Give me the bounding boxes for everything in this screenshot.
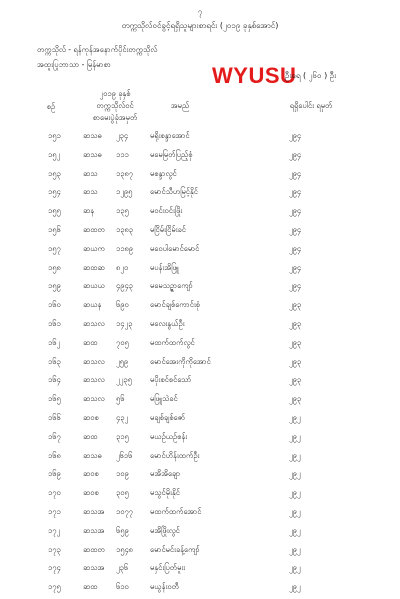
table-row [0, 411, 400, 430]
row-number: ၁၅၇ [48, 243, 61, 253]
row-score: ၂၉၃ [289, 394, 302, 404]
row-reg-prefix: ဆထ [83, 337, 98, 347]
row-number: ၁၅၉ [48, 281, 61, 291]
header-no: စဉ် [46, 102, 56, 111]
row-score: ၂၉၃ [289, 375, 302, 385]
row-reg-prefix: ဆန [83, 206, 95, 216]
row-name: မအိဖြိုးလွင် [150, 525, 180, 535]
header-name: အမည် [170, 101, 190, 110]
row-score: ၂၉၄ [289, 168, 302, 178]
row-reg-prefix: ဆသအ [83, 525, 105, 535]
row-name: မဝေပါမောင်မောင် [150, 243, 200, 253]
row-name: မောင်မင်းခန့်ကျော် [150, 544, 200, 554]
row-score: ၂၉၄ [289, 262, 302, 272]
table-row [0, 505, 400, 524]
row-score: ၂၉၃ [289, 356, 302, 366]
row-name: မအိအိချော [150, 469, 181, 479]
document-title: တက္ကသိုလ်ဝင်ခွင့်ရရှိသူများစာရင်း (၂၀၁၉ ခုနှစ်အောင်) [121, 21, 279, 30]
row-reg-number: ၂၂၃၅ [116, 375, 132, 385]
row-reg-number: ၁၁၁ [116, 149, 129, 159]
header-reg-line1: ၂၀၁၉ ခုနှစ် [99, 89, 131, 98]
row-reg-number: ၇၀၅ [116, 337, 129, 347]
row-score: ၂၉၄ [289, 149, 302, 159]
row-name: မောင်ဟိန်းထက်ဦး [150, 450, 200, 460]
table-row [0, 524, 400, 543]
row-number: ၁၆၈ [48, 450, 61, 460]
row-name: မချစ်ချစ်ဇော် [150, 412, 186, 422]
row-score: ၂၉၂ [289, 469, 301, 479]
table-row [0, 561, 400, 580]
row-name: မမေသဥ္ဇာကျော် [150, 281, 193, 291]
table-row [0, 167, 400, 186]
table-row [0, 580, 400, 599]
row-number: ၁၅၆ [48, 224, 61, 234]
row-reg-prefix: ဆသဓ [83, 450, 102, 460]
table-row [0, 336, 400, 355]
row-number: ၁၆၇ [48, 431, 61, 441]
table-row [0, 204, 400, 223]
row-score: ၂၉၂ [289, 488, 301, 498]
row-reg-prefix: ဆထတ [83, 224, 105, 234]
row-number: ၁၅၃ [48, 168, 61, 178]
row-reg-number: ၂၃၄ [116, 131, 129, 140]
row-reg-number: ၈၂၀ [116, 262, 129, 272]
row-number: ၁၆၂ [48, 337, 61, 347]
header-reg [86, 88, 144, 124]
row-reg-prefix: ဆသ [83, 168, 98, 178]
row-reg-number: ၁၄၂၃ [116, 318, 133, 328]
row-score: ၂၉၃ [289, 337, 302, 347]
row-score: ၂၉၂ [289, 563, 301, 573]
table-row [0, 486, 400, 505]
row-number: ၁၆၆ [48, 412, 61, 422]
row-reg-prefix: ဆသဓ [83, 131, 102, 140]
student-count: ဦးရေ ( ၂၆၀ ) ဦး [285, 71, 337, 80]
row-reg-number: ၃၀၅ [116, 488, 129, 498]
row-reg-prefix: ဆသအ [83, 506, 105, 516]
row-score: ၂၉၃ [289, 318, 302, 328]
row-name: မောင်သီဟမြင့်နိုင် [150, 187, 198, 197]
table-row [0, 467, 400, 486]
table-row [0, 279, 400, 298]
row-reg-number: ၃၁၅ [116, 431, 129, 441]
row-name: မလေးနွယ်ဦး [150, 318, 185, 328]
row-reg-number: ၆၁၀ [116, 582, 129, 592]
row-score: ၂၉၂ [289, 431, 301, 441]
table-row [0, 298, 400, 317]
row-number: ၁၆၃ [48, 356, 61, 366]
row-reg-prefix: ဆထတ [83, 544, 105, 554]
row-score: ၂၉၂ [289, 525, 301, 535]
row-number: ၁၆၀ [48, 300, 61, 310]
header-score: ရရှိပေါင်း ရမှတ် [289, 101, 333, 110]
row-reg-prefix: ဆဝစ [83, 469, 99, 479]
row-score: ၂၉၄ [289, 206, 302, 216]
table-row [0, 148, 400, 167]
row-score: ၂၉၄ [289, 224, 302, 234]
row-reg-prefix: ဆယယ [83, 281, 105, 291]
row-score: ၂၉၂ [289, 582, 301, 592]
header-reg-line2: တက္ကသိုလ်ဝင် [96, 101, 134, 110]
table-row [0, 449, 400, 468]
row-score: ၂၉၃ [289, 300, 302, 310]
table-row [0, 242, 400, 261]
row-reg-number: ၂၃၆ [116, 563, 129, 573]
row-reg-number: ၅၆ [116, 394, 125, 404]
row-reg-prefix: ဆထ [83, 582, 98, 592]
row-name: မသွင်မိုးနိုင် [150, 488, 180, 498]
row-name: မပိုးစင်စင်သော် [150, 375, 192, 385]
row-reg-prefix: ဆသအ [83, 563, 105, 573]
row-number: ၁၇၂ [48, 525, 61, 535]
table-row [0, 129, 400, 148]
table-row [0, 185, 400, 204]
row-name: မမေမြတ်ပြည့်စုံ [150, 149, 193, 159]
row-name: မဖြူသဲခင် [150, 394, 178, 404]
row-reg-number: ၁၂၉၅ [116, 187, 133, 197]
row-name: မထက်ထက်အောင် [150, 506, 202, 516]
row-reg-prefix: ဆဝစ [83, 488, 99, 498]
table-row [0, 373, 400, 392]
row-reg-prefix: ဆသ [83, 187, 98, 197]
row-reg-prefix: ဆသဓ [83, 149, 102, 159]
row-name: မနှင်းပြတ်မူးး [150, 563, 186, 573]
row-reg-number: ၂၅၉ [116, 356, 129, 366]
row-number: ၁၇၅ [48, 582, 61, 592]
row-name: မပန်းအိဖြူ [150, 262, 179, 272]
row-score: ၂၉၄ [289, 131, 302, 140]
row-number: ၁၇၃ [48, 544, 61, 554]
row-number: ၁၇၁ [48, 506, 61, 516]
row-score: ၂၉၂ [289, 506, 301, 516]
row-reg-number: ၁၃၈၇ [116, 168, 133, 178]
table-row [0, 317, 400, 336]
table-row [0, 430, 400, 449]
row-number: ၁၅၅ [48, 206, 61, 216]
row-reg-number: ၁၃၈၃ [116, 224, 133, 234]
row-reg-prefix: ဆဝစ [83, 412, 99, 422]
watermark-logo: WYUSU [212, 63, 297, 88]
row-reg-number: ၄၃၂ [116, 412, 129, 422]
results-table [0, 129, 400, 599]
row-reg-number: ၁၀၇၇ [116, 506, 133, 516]
row-reg-prefix: ဆထ [83, 431, 98, 441]
row-name: မယဉ်ယဉ်စန်း [150, 431, 188, 441]
row-reg-number: ၁၀၉ [116, 469, 129, 479]
table-row [0, 543, 400, 562]
table-row [0, 223, 400, 242]
row-name: မထက်ထက်လွင် [150, 337, 195, 347]
row-number: ၁၅၄ [48, 187, 61, 197]
row-reg-prefix: ဆထဆ [83, 262, 105, 272]
row-name: မောင်ချစ်ကောင်းစုံ [150, 300, 201, 310]
row-score: ၂၉၂ [289, 544, 301, 554]
row-reg-prefix: ဆသလ [83, 375, 105, 385]
table-row [0, 261, 400, 280]
table-row [0, 392, 400, 411]
row-reg-number: ၆၉၀ [116, 300, 129, 310]
row-name: မစန္ဒာလွင် [150, 168, 177, 178]
row-reg-prefix: ဆသလ [83, 318, 105, 328]
row-number: ၁၆၉ [48, 469, 61, 479]
row-reg-number: ၆၅၉ [116, 525, 129, 535]
row-reg-number: ၂၆၁၆ [116, 450, 133, 460]
row-reg-number: ၁၃၅ [116, 206, 129, 216]
table-row [0, 355, 400, 374]
header-reg-line3: စာမေးပွဲခုံအမှတ် [92, 113, 138, 122]
row-number: ၁၆၁ [48, 318, 61, 328]
row-number: ၁၇၀ [48, 488, 61, 498]
row-score: ၂၉၂ [289, 450, 301, 460]
row-name: မဝင်းဝင်းဖြိုး [150, 206, 183, 216]
row-score: ၂၉၂ [289, 412, 301, 422]
row-name: မောင်အေးကိုကိုအောင် [150, 356, 211, 366]
row-score: ၂၉၄ [289, 281, 302, 291]
row-reg-prefix: ဆယက [83, 243, 105, 253]
row-number: ၁၆၄ [48, 375, 61, 385]
row-score: ၂၉၄ [289, 243, 302, 253]
row-reg-number: ၁၁၈၉ [116, 243, 133, 253]
specialty-line: အထူးပြုဘာသာ - မြန်မာစာ [37, 60, 111, 69]
row-name: မရိုးစန္ဒာအောင် [150, 131, 190, 140]
row-number: ၁၅၁ [48, 131, 61, 140]
row-number: ၁၇၄ [48, 563, 61, 573]
row-reg-number: ၄၉၄၃ [116, 281, 133, 291]
university-line: တက္ကသိုလ် - ရန်ကုန်အနောက်ပိုင်းတက္ကသိုလ် [37, 45, 158, 54]
row-number: ၁၆၅ [48, 394, 61, 404]
row-number: ၁၅၈ [48, 262, 61, 272]
row-reg-prefix: ဆသလ [83, 394, 105, 404]
page-number: ၇ [197, 7, 203, 16]
row-name: မယွန်းဝတီ [150, 582, 179, 592]
row-reg-prefix: ဆသလ [83, 356, 105, 366]
row-number: ၁၅၂ [48, 149, 61, 159]
row-reg-number: ၁၅၄၈ [116, 544, 133, 554]
row-score: ၂၉၄ [289, 187, 302, 197]
row-reg-prefix: ဆယန [83, 300, 102, 310]
row-name: မငြိမ်းငြိမ်းခင် [150, 224, 186, 234]
